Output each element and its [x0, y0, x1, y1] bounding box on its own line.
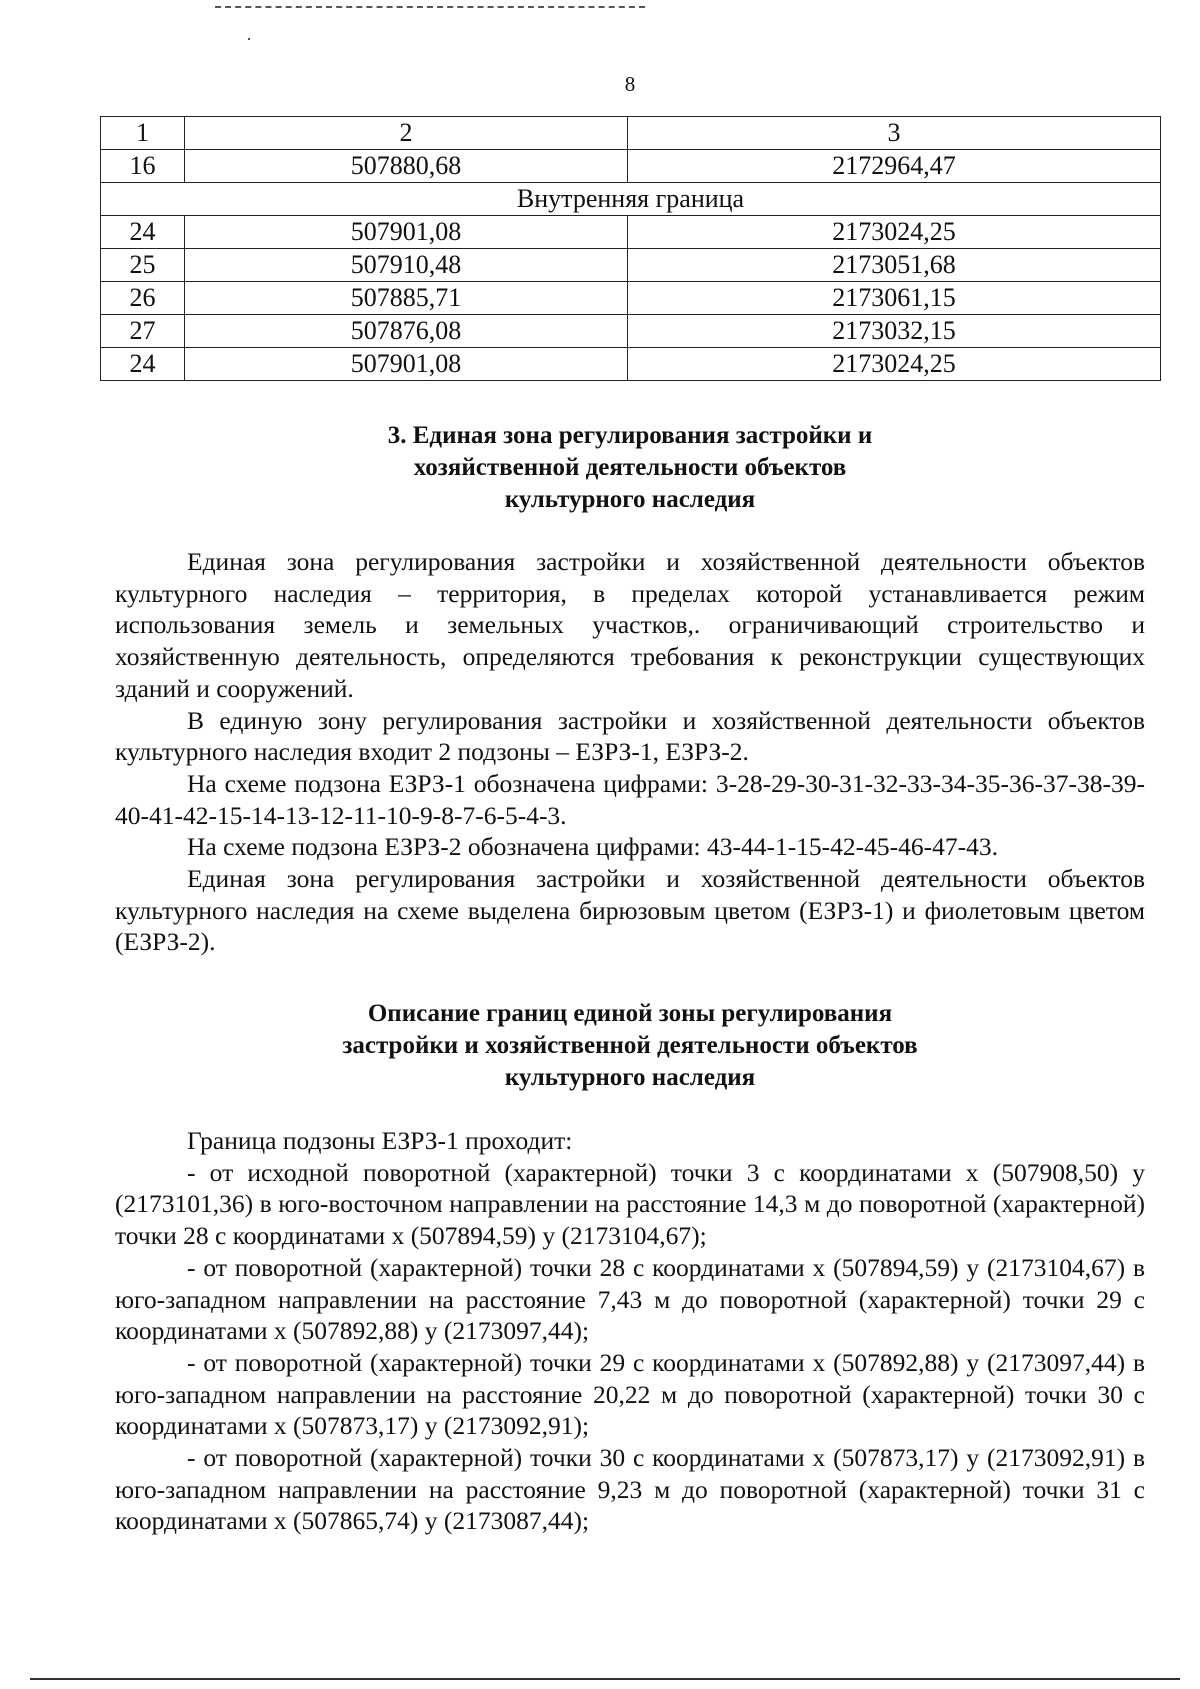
- point-number: 25: [101, 249, 185, 282]
- table-row: [101, 315, 1161, 348]
- heading-line: культурного наследия: [504, 486, 756, 513]
- table-row: [101, 216, 1161, 249]
- heading-line: застройки и хозяйственной деятельности объектов: [342, 1032, 918, 1059]
- page-number: 8: [624, 72, 636, 96]
- table-row: [101, 249, 1161, 282]
- header-cell: 2: [185, 117, 628, 150]
- paragraph: В единую зону регулирования застройки и хозяйственной деятельности объектов культурного наследия входит 2 подзоны – ЕЗРЗ-1, ЕЗРЗ-2.: [115, 705, 1145, 767]
- description-heading: [100, 998, 1160, 1094]
- point-number: 24: [101, 216, 185, 249]
- paragraph: - от поворотной (характерной) точки 28 с координатами x (507894,59) у (2173104,67) в юго-западном направлении на расстояние 7,43 м до поворотной (характерной) точки 29 с координатами x (507892,88) у (2173097,44);: [115, 1252, 1145, 1346]
- section-label: Внутренняя граница: [101, 183, 1161, 216]
- paragraph: - от поворотной (характерной) точки 30 с координатами x (507873,17) у (2173092,91) в юго-западном направлении на расстояние 9,23 м до поворотной (характерной) точки 31 с координатами x (507865,74) у (2173087,44);: [115, 1443, 1145, 1536]
- table-header-row: [101, 117, 1161, 150]
- heading-line: 3. Единая зона регулирования застройки и: [387, 422, 873, 449]
- scan-speck: [248, 38, 250, 40]
- paragraph: На схеме подзона ЕЗРЗ-1 обозначена цифрами: 3-28-29-30-31-32-33-34-35-36-37-38-39-40-41-42-15-14-13-12-11-10-9-8-7-6-5-4-3.: [115, 768, 1145, 830]
- paragraph: Единая зона регулирования застройки и хозяйственной деятельности объектов культурного наследия – территория, в пределах которой устанавливается режим использования земель и земельных участков,. ограничивающий строительство и хозяйственную деятельность, определяются требования к реконструкции существующих зданий и сооружений.: [115, 547, 1145, 703]
- description-body: [115, 1125, 1145, 1537]
- coord-y: 2173032,15: [628, 315, 1161, 348]
- header-cell: 1: [101, 117, 185, 150]
- heading-line: культурного наследия: [504, 1064, 756, 1091]
- table-row: [101, 150, 1161, 183]
- coordinates-table: [100, 116, 1161, 381]
- scan-artifact-top-line: [215, 6, 645, 8]
- header-cell: 3: [628, 117, 1161, 150]
- point-number: 16: [101, 150, 185, 183]
- table-row: [101, 282, 1161, 315]
- paragraph: Граница подзоны ЕЗРЗ-1 проходит:: [187, 1126, 573, 1155]
- point-number: 24: [101, 348, 185, 381]
- coord-y: 2173051,68: [628, 249, 1161, 282]
- coord-y: 2173061,15: [628, 282, 1161, 315]
- coord-x: 507901,08: [185, 216, 628, 249]
- table-row: [101, 348, 1161, 381]
- paragraph: - от исходной поворотной (характерной) точки 3 с координатами x (507908,50) у (2173101,36) в юго-восточном направлении на расстояние 14,3 м до поворотной (характерной) точки 28 с координатами x (507894,59) у (2173104,67);: [115, 1157, 1145, 1251]
- coord-y: 2173024,25: [628, 216, 1161, 249]
- coord-y: 2172964,47: [628, 150, 1161, 183]
- heading-line: Описание границ единой зоны регулирования: [367, 1000, 893, 1027]
- coord-x: 507885,71: [185, 282, 628, 315]
- scan-artifact-bottom-line: [30, 1678, 1180, 1680]
- coord-x: 507880,68: [185, 150, 628, 183]
- paragraph: На схеме подзона ЕЗРЗ-2 обозначена цифрами: 43-44-1-15-42-45-46-47-43.: [187, 832, 999, 862]
- coord-x: 507876,08: [185, 315, 628, 348]
- heading-line: хозяйственной деятельности объектов: [413, 454, 847, 481]
- point-number: 27: [101, 315, 185, 348]
- coord-x: 507901,08: [185, 348, 628, 381]
- paragraph: - от поворотной (характерной) точки 29 с координатами x (507892,88) у (2173097,44) в юго-западном направлении на расстояние 20,22 м до поворотной (характерной) точки 30 с координатами x (507873,17) у (2173092,91);: [115, 1347, 1145, 1441]
- coord-y: 2173024,25: [628, 348, 1161, 381]
- point-number: 26: [101, 282, 185, 315]
- table-section-row: [101, 183, 1161, 216]
- coord-x: 507910,48: [185, 249, 628, 282]
- paragraph: Единая зона регулирования застройки и хозяйственной деятельности объектов культурного наследия на схеме выделена бирюзовым цветом (ЕЗРЗ-1) и фиолетовым цветом (ЕЗРЗ-2).: [115, 864, 1145, 957]
- section3-heading: [100, 420, 1160, 516]
- section3-body: [115, 546, 1145, 958]
